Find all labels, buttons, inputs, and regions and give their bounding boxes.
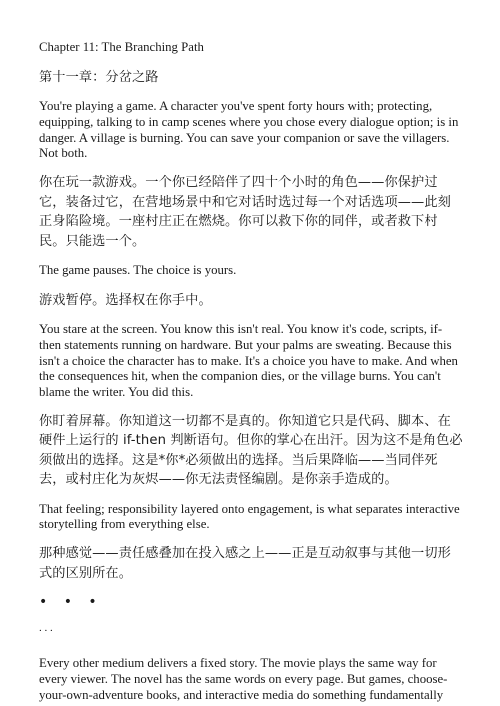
paragraph-chinese: 你盯着屏幕。你知道这一切都不是真的。你知道它只是代码、脚本、在硬件上运行的 if-then 判断语句。但你的掌心在出汗。因为这不是角色必须做出的选择。这是*你*必须做出的选择。当后果降临——当同伴死去，或村庄化为灰烬——你无法责怪编剧。是你亲手造成的。 bbox=[39, 413, 463, 488]
paragraph-english: You're playing a game. A character you've spent forty hours with; protecting, equipping, talking to in camp scenes where you chose every dialogue option; is in danger. A village is burning. You can save your companion or save the villagers. Not both. bbox=[39, 99, 459, 161]
paragraph-english: The game pauses. The choice is yours. bbox=[39, 263, 237, 278]
chapter-title-chinese: 第十一章：分岔之路 bbox=[39, 69, 159, 85]
chapter-title-english: Chapter 11: The Branching Path bbox=[39, 40, 204, 54]
paragraph-chinese: 那种感觉——责任感叠加在投入感之上——正是互动叙事与其他一切形式的区别所在。 bbox=[39, 546, 451, 581]
section-separator-dots: . . . bbox=[39, 622, 53, 635]
paragraph-chinese: 游戏暂停。选择权在你手中。 bbox=[39, 292, 212, 308]
closing-paragraph-english: Every other medium delivers a fixed story. The movie plays the same way for every viewer. The novel has the same words on every page. But games, choose-your-own-adventure books, and interactive media do something fundamentally bbox=[39, 656, 448, 702]
paragraph-chinese: 你在玩一款游戏。一个你已经陪伴了四十个小时的角色——你保护过它，装备过它，在营地场景中和它对话时选过每一个对话选项——此刻正身陷险境。一座村庄正在燃烧。你可以救下你的同伴，或者救下村民。只能选一个。 bbox=[39, 175, 451, 249]
section-separator-bullets: • • • bbox=[39, 594, 103, 611]
paragraph-english: That feeling; responsibility layered onto engagement, is what separates interactive storytelling from everything else. bbox=[39, 501, 460, 532]
document-page bbox=[39, 40, 464, 703]
paragraph-english: You stare at the screen. You know this isn't real. You know it's code, scripts, if-then statements running on hardware. But your palms are sweating. Because this isn't a choice the character has to make. It's a choice you have to make. And when the consequences hit, when the companion dies, or the village burns. You can't blame the writer. You did this. bbox=[39, 322, 458, 400]
